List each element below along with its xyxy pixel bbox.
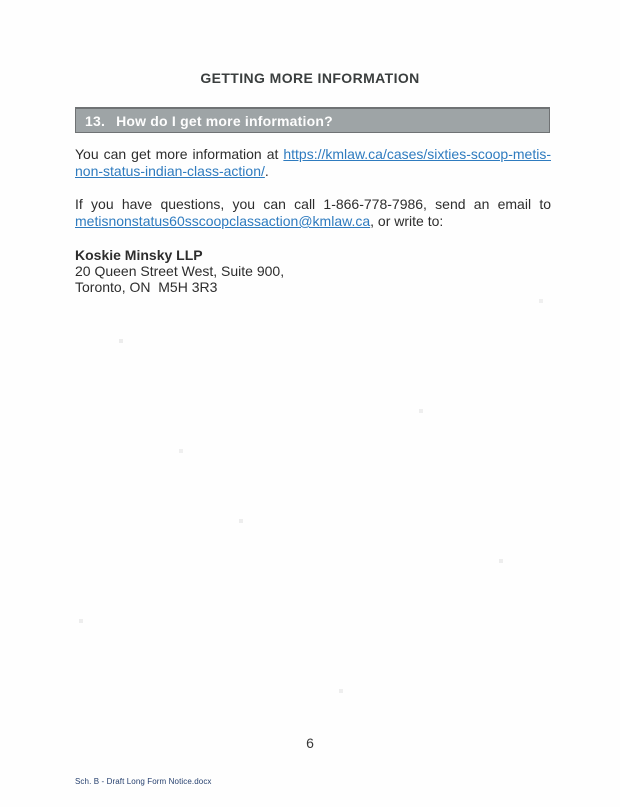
paragraph-more-info-suffix: .: [264, 163, 269, 179]
section-number: 13.: [85, 112, 106, 129]
page-title: GETTING MORE INFORMATION: [200, 70, 420, 86]
paragraph-more-info-prefix: You can get more information at: [75, 146, 284, 162]
paragraph-more-info: [75, 146, 551, 180]
address-city: Toronto, ON M5H 3R3: [75, 279, 218, 295]
paragraph-questions-prefix: If you have questions, you can call 1-866-778-7986, send an email to: [75, 196, 551, 212]
firm-name: Koskie Minsky LLP: [75, 247, 203, 263]
footer-filename: Sch. B - Draft Long Form Notice.docx: [75, 777, 212, 786]
paragraph-questions: [75, 196, 551, 230]
address-street: 20 Queen Street West, Suite 900,: [75, 263, 285, 279]
email-link[interactable]: metisnonstatus60sscoopclassaction@kmlaw.ca: [75, 213, 371, 229]
paragraph-questions-suffix: , or write to:: [370, 213, 444, 229]
page-number: 6: [306, 735, 314, 751]
address-block: [75, 247, 284, 295]
section-question: How do I get more information?: [116, 112, 333, 129]
website-link[interactable]: https://kmlaw.ca/cases/sixties-scoop-metis-non-status-indian-class-action/: [75, 146, 551, 179]
section-header-bar: [75, 107, 550, 133]
